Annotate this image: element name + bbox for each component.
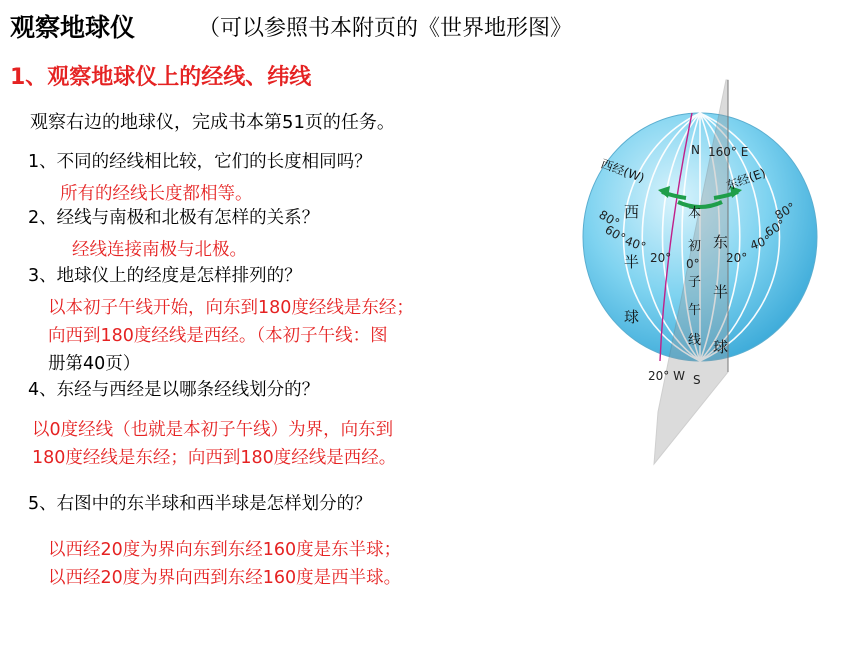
west-hemisphere-char-1: 西 bbox=[624, 203, 640, 221]
west-meridian-label: 20° W bbox=[648, 369, 685, 383]
deg-right-80: 80° bbox=[772, 199, 798, 223]
west-hemisphere-char-2: 半 bbox=[624, 253, 640, 271]
prime-char-6: 线 bbox=[688, 333, 702, 348]
answer-3-line-2 bbox=[48, 322, 548, 350]
deg-right-40: 40° bbox=[748, 232, 774, 253]
south-label: S bbox=[693, 373, 701, 387]
west-longitude-label: 西经(W) bbox=[598, 156, 647, 186]
prime-char-5: 午 bbox=[688, 303, 702, 318]
page-subtitle: （可以参照书本附页的《世界地形图》 bbox=[198, 16, 573, 41]
deg-left-60: 60° bbox=[602, 222, 628, 246]
answer-1: 所有的经线长度都相等。 bbox=[60, 184, 253, 204]
answer-4-line-1: 以0度经线（也就是本初子午线）为界，向东到 bbox=[32, 420, 394, 440]
globe-figure bbox=[578, 72, 828, 472]
answer-4-line-2: 180度经线是东经；向西到180度经线是西经。 bbox=[32, 448, 397, 468]
east-hemisphere-char-3: 球 bbox=[713, 338, 729, 356]
deg-left-40: 40° bbox=[622, 233, 648, 255]
question-5: 5、右图中的东半球和西半球是怎样划分的？ bbox=[28, 494, 372, 514]
section-heading: 1、观察地球仪上的经线、纬线 bbox=[10, 65, 312, 90]
answer-5 bbox=[48, 536, 568, 592]
prime-char-1: 本 bbox=[688, 206, 702, 221]
question-3: 3、地球仪上的经度是怎样排列的？ bbox=[28, 266, 302, 286]
answer-3-line-2-text: 向西到180度经线是西经。（本初子午线：图 bbox=[48, 326, 388, 346]
page-title: 观察地球仪 bbox=[10, 13, 136, 42]
prime-char-2: 初 bbox=[688, 239, 702, 254]
east-hemisphere-char-1: 东 bbox=[713, 233, 729, 251]
east-longitude-label: 东经(E) bbox=[724, 165, 768, 193]
answer-2: 经线连接南极与北极。 bbox=[72, 240, 247, 260]
deg-left-20: 20° bbox=[650, 251, 672, 265]
east-hemisphere-char-2: 半 bbox=[713, 283, 729, 301]
question-2: 2、经线与南极和北极有怎样的关系？ bbox=[28, 208, 320, 228]
answer-4 bbox=[32, 416, 552, 472]
north-label: N bbox=[691, 143, 700, 157]
section-intro: 观察右边的地球仪，完成书本第51页的任务。 bbox=[30, 112, 395, 133]
globe-svg bbox=[578, 72, 828, 472]
answer-3 bbox=[48, 294, 548, 378]
prime-char-4: 子 bbox=[688, 275, 702, 290]
question-1: 1、不同的经线相比较，它们的长度相同吗？ bbox=[28, 152, 372, 172]
east-meridian-label: 160° E bbox=[708, 145, 749, 159]
west-hemisphere-char-3: 球 bbox=[624, 308, 640, 326]
prime-char-3: 0° bbox=[686, 257, 700, 271]
deg-left-80: 80° bbox=[596, 207, 622, 231]
answer-3-line-1: 以本初子午线开始，向东到180度经线是东经； bbox=[48, 298, 414, 318]
answer-5-line-1: 以西经20度为界向东到东经160度是东半球； bbox=[48, 540, 402, 560]
deg-right-60: 60° bbox=[762, 216, 788, 240]
deg-right-20: 20° bbox=[726, 251, 748, 265]
answer-3-line-3: 册第40页） bbox=[48, 354, 141, 374]
question-4: 4、东经与西经是以哪条经线划分的？ bbox=[28, 380, 320, 400]
answer-5-line-2: 以西经20度为界向西到东经160度是西半球。 bbox=[48, 568, 402, 588]
